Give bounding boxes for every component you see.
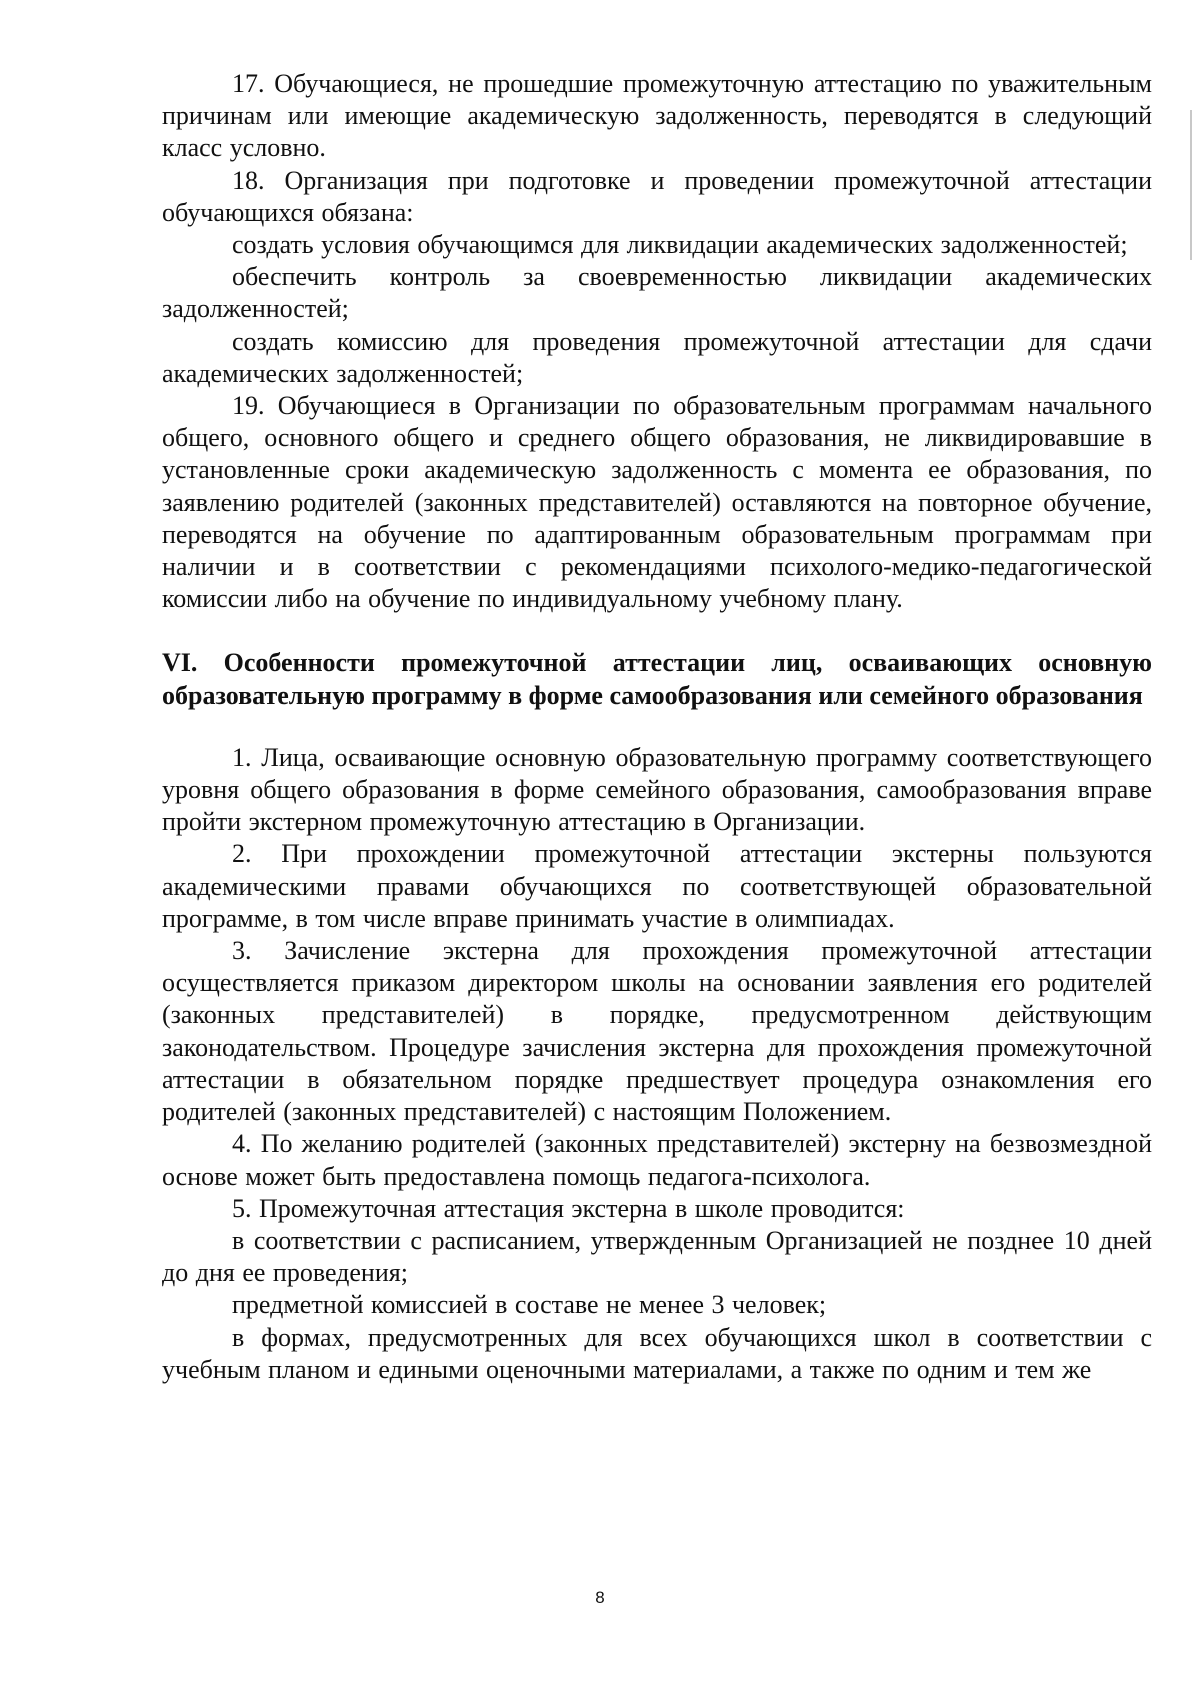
section-heading: VI. Особенности промежуточной аттестации лиц, осваивающих основную образовательную программу в форме самообразования или семейного образования: [162, 648, 1152, 710]
list-item-ensure-control: обеспечить контроль за своевременностью ликвидации академических задолженностей;: [162, 262, 1152, 324]
list-item-create-commission: создать комиссию для проведения промежуточной аттестации для сдачи академических задолженностей;: [162, 326, 1152, 388]
list-item-schedule: в соответствии с расписанием, утвержденным Организацией не позднее 10 дней до дня ее проведения;: [162, 1225, 1152, 1288]
paragraph-17: 17. Обучающиеся, не прошедшие промежуточную аттестацию по уважительным причинам или имеющие академическую задолженность, переводятся в следующий класс условно.: [162, 69, 1152, 163]
page-number: 8: [595, 1588, 605, 1607]
scan-edge-mark: [1190, 110, 1192, 260]
paragraph-19: 19. Обучающиеся в Организации по образовательным программам начального общего, основного общего и среднего общего образования, не ликвидировавшие в установленные сроки академическую задолженность с момента ее образования, по заявлению родителей (законных представителей) оставляются на повторное обучение, переводятся на обучение по адаптированным образовательным программам при наличии и в соответствии с рекомендациями психолого-медико-педагогической комиссии либо на обучение по индивидуальному учебному плану.: [162, 391, 1152, 614]
paragraph-3: 3. Зачисление экстерна для прохождения промежуточной аттестации осуществляется приказом директором школы на основании заявления его родителей (законных представителей) в порядке, предусмотренном действующим законодательством. Процедуре зачисления экстерна для прохождения промежуточной аттестации в обязательном порядке предшествует процедура ознакомления его родителей (законных представителей) с настоящим Положением.: [162, 936, 1152, 1127]
paragraph-2: 2. При прохождении промежуточной аттестации экстерны пользуются академическими правами обучающихся по соответствующей образовательной программе, в том числе вправе принимать участие в олимпиадах.: [162, 839, 1152, 933]
paragraph-1: 1. Лица, осваивающие основную образовательную программу соответствующего уровня общего образования в форме семейного образования, самообразования вправе пройти экстерном промежуточную аттестацию в Организации.: [162, 742, 1152, 837]
section-spacer: [162, 615, 1152, 647]
list-item-commission: предметной комиссией в составе не менее 3 человек;: [232, 1290, 827, 1320]
list-item-create-conditions: создать условия обучающимся для ликвидации академических задолженностей;: [232, 230, 1128, 260]
paragraph-4: 4. По желанию родителей (законных представителей) экстерну на безвозмездной основе может быть предоставлена помощь педагога-психолога.: [162, 1129, 1152, 1191]
paragraph-18: 18. Организация при подготовке и проведении промежуточной аттестации обучающихся обязана:: [162, 165, 1152, 227]
document-page: [162, 68, 1152, 1386]
heading-spacer: [162, 712, 1152, 742]
list-item-forms: в формах, предусмотренных для всех обучающихся школ в соответствии с учебным планом и едиными оценочными материалами, а также по одним и тем же: [162, 1322, 1152, 1384]
paragraph-5: 5. Промежуточная аттестация экстерна в школе проводится:: [232, 1193, 905, 1223]
